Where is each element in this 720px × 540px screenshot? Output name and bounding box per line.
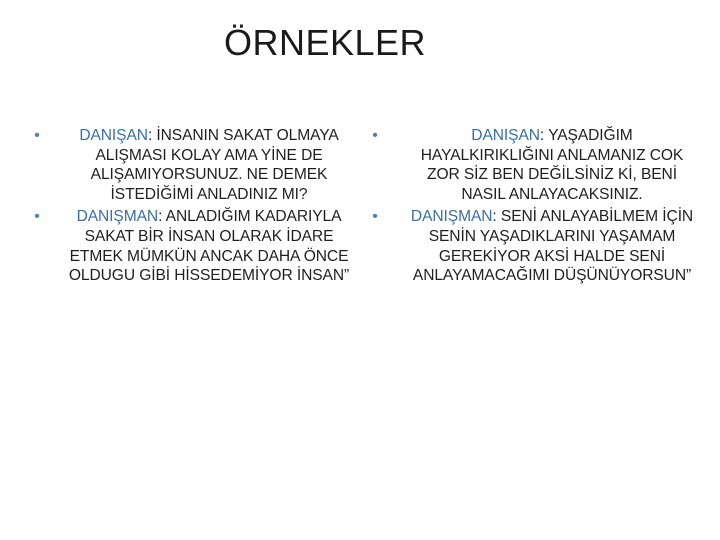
list-item bbox=[368, 207, 698, 285]
right-column bbox=[368, 126, 698, 289]
bullet-icon: • bbox=[34, 127, 40, 144]
left-column bbox=[30, 126, 350, 289]
bullet-icon: • bbox=[372, 127, 378, 144]
bullet-icon: • bbox=[372, 208, 378, 226]
dialogue-text: : ANLADIĞIM KADARIYLA SAKAT BİR İNSAN OLARAK İDARE ETMEK MÜMKÜN ANCAK DAHA ÖNCE OLDUGU GİBİ HİSSEDEMİYOR İNSAN” bbox=[68, 208, 350, 285]
dialogue-text: : SENİ ANLAYABİLMEM İÇİN SENİN YAŞADIKLARINI YAŞAMAM GEREKİYOR AKSİ HALDE SENİ ANLAYAMACAĞIMI DÜŞÜNÜYORSUN” bbox=[412, 208, 694, 285]
list-item bbox=[30, 207, 350, 285]
slide-title: ÖRNEKLER bbox=[223, 22, 427, 63]
speaker-label: DANIŞMAN bbox=[76, 208, 159, 226]
speaker-label: DANIŞAN bbox=[471, 127, 540, 144]
bullet-icon: • bbox=[34, 208, 40, 226]
dialogue-text: : YAŞADIĞIM HAYALKIRIKLIĞINI ANLAMANIZ COK ZOR SİZ BEN DEĞİLSİNİZ Kİ, BENİ NASIL ANLAYACAKSINIZ. bbox=[420, 127, 684, 203]
speaker-label: DANIŞAN bbox=[79, 127, 148, 144]
list-item bbox=[368, 126, 698, 204]
list-item bbox=[30, 126, 350, 204]
speaker-label: DANIŞMAN bbox=[410, 208, 493, 226]
dialogue-text: : İNSANIN SAKAT OLMAYA ALIŞMASI KOLAY AMA YİNE DE ALIŞAMIYORSUNUZ. NE DEMEK İSTEDİĞİMİ ANLADINIZ MI? bbox=[90, 127, 339, 203]
